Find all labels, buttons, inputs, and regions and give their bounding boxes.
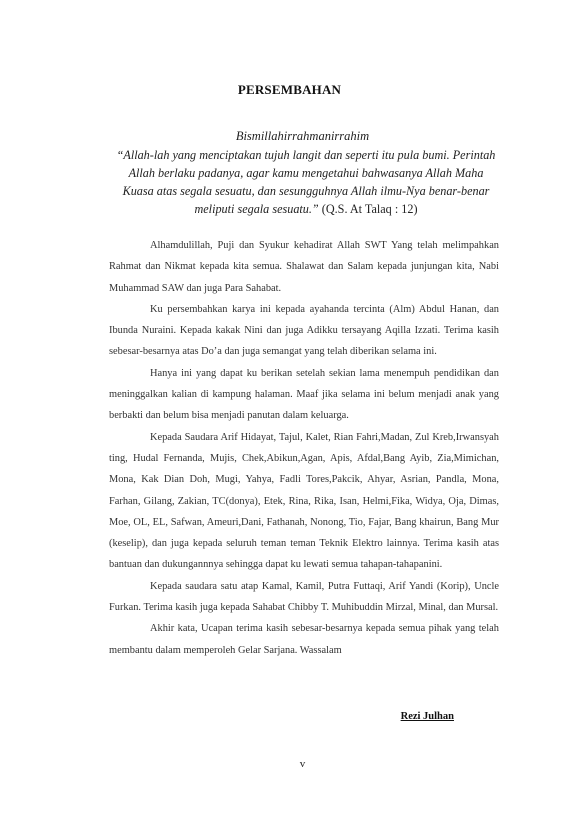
page-number: v [299,758,306,770]
paragraph-apology: Hanya ini yang dapat ku berikan setelah sekian lama menempuh pendidikan dan meninggalkan kalian di kampung halaman. Maaf jika selama ini belum menjadi anak yang berbakti dan belum bisa menjadi panutan dalam keluarga. [109,367,499,422]
paragraph-family: Ku persembahkan karya ini kepada ayahanda tercinta (Alm) Abdul Hanan, dan Ibunda Nuraini. Kepada kakak Nini dan juga Adikku tersayang Aqilla Izzati. Terima kasih sebesar-besarnya atas Do’a dan juga semangat yang telah diberikan selama ini. [109,303,499,358]
paragraph-housemates: Kepada saudara satu atap Kamal, Kamil, Putra Futtaqi, Arif Yandi (Korip), Uncle Furkan. Terima kasih juga kepada Sahabat Chibby T. Muhibuddin Mirzal, Minal, dan Mursal. [109,580,499,614]
paragraph-closing: Akhir kata, Ucapan terima kasih sebesar-besarnya kepada semua pihak yang telah membantu dalam memperoleh Gelar Sarjana. Wassalam [109,623,499,656]
quote-reference: (Q.S. At Talaq : 12) [321,202,418,216]
quote-text: “Allah-lah yang menciptakan tujuh langit dan seperti itu pula bumi. Perintah Allah berlaku padanya, agar kamu mengetahui bahwasanya Allah Maha Kuasa atas segala sesuatu, dan sesungguhnya Allah ilmu-Nya benar-benar meliputi segala sesuatu.” [116,148,496,216]
quran-quote [112,146,500,218]
paragraph-friends: Kepada Saudara Arif Hidayat, Tajul, Kalet, Rian Fahri,Madan, Zul Kreb,Irwansyah ting, Hudal Fernanda, Mujis, Chek,Abikun,Agan, Apis, Afdal,Bang Ayib, Zia,Mimichan, Mona, Kak Dian Doh, Mugi, Yahya, Fadli Tores,Pakcik, Ahyar, Asrian, Pandla, Mona, Farhan, Gilang, Zakian, TC(donya), Etek, Rina, Rika, Isan, Helmi,Fika, Widya, Oja, Dimas, Moe, OL, EL, Safwan, Ameuri,Dani, Fathanah, Nonong, Tio, Fajar, Bang khairun, Bang Mur (keselip), dan juga kepada seluruh teman teman Teknik Elektro lainnya. Terima kasih atas bantuan dan dukungannnya sehingga dapat ku lewati semua tahapan-tahapanini. [109,431,499,571]
dedication-body [109,235,499,661]
page-title: PERSEMBAHAN [237,82,342,97]
basmalah-line: Bismillahirrahmanirrahim [235,129,370,143]
author-signature: Rezi Julhan [400,711,454,722]
paragraph-gratitude: Alhamdulillah, Puji dan Syukur kehadirat Allah SWT Yang telah melimpahkan Rahmat dan Nikmat kepada kita semua. Shalawat dan Salam kepada junjungan kita, Nabi Muhammad SAW dan juga Para Sahabat. [109,240,499,294]
